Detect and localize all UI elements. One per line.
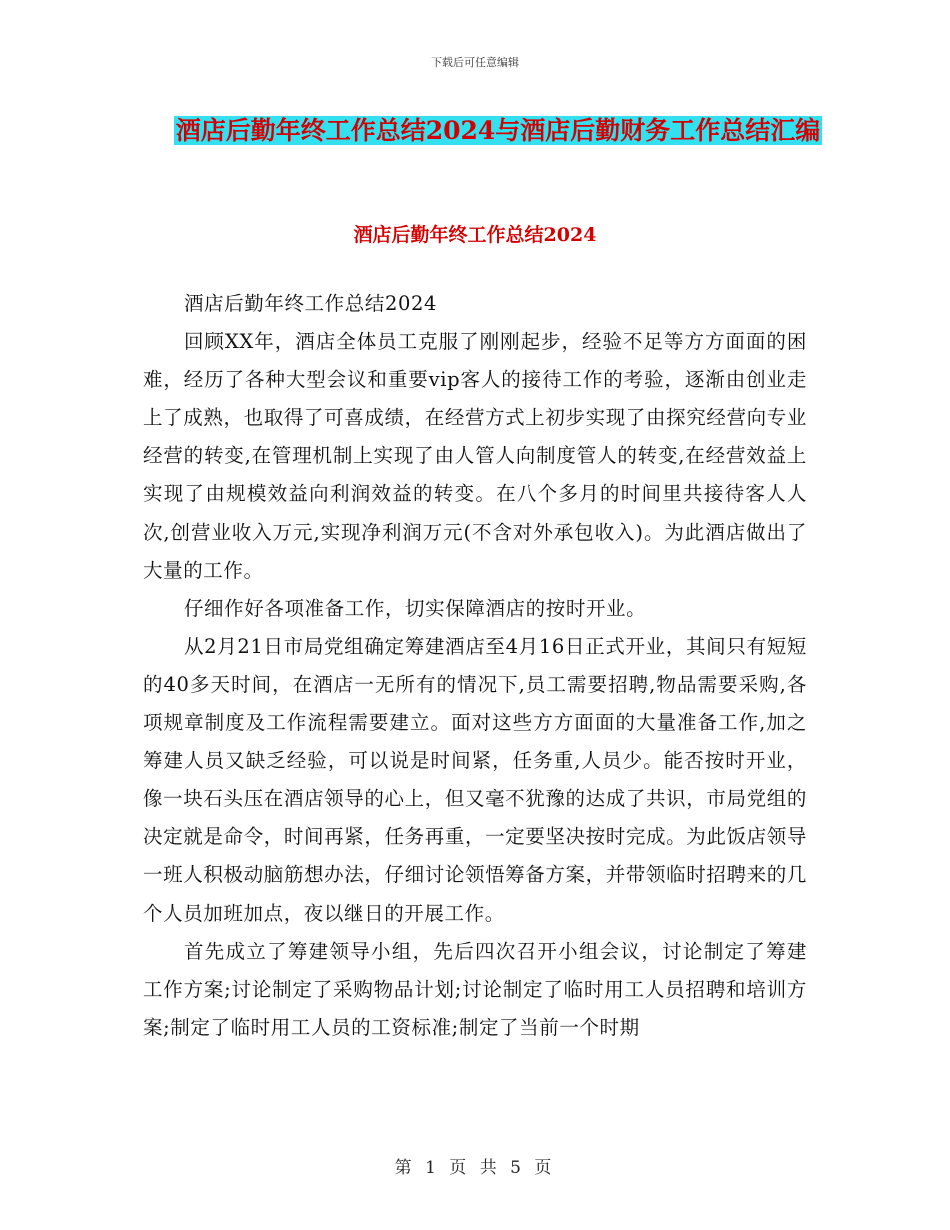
paragraph: 酒店后勤年终工作总结2024 (183, 292, 437, 315)
paragraph: 从2月21日市局党组确定筹建酒店至4月16日正式开业，其间只有短短的40多天时间，在酒店一无所有的情况下,员工需要招聘,物品需要采购,各项规章制度及工作流程需要建立。面对这些方方面面的大量准备工作,加之筹建人员又缺乏经验，可以说是时间紧，任务重,人员少。能否按时开业，像一块石头压在酒店领导的心上，但又毫不犹豫的达成了共识，市局党组的决定就是命令，时间再紧，任务再重，一定要坚决按时完成。为此饭店领导一班人积极动脑筋想办法，仔细讨论领悟筹备方案，并带领临时招聘来的几个人员加班加点，夜以继日的开展工作。 (143, 634, 807, 925)
paragraph: 回顾XX年，酒店全体员工克服了刚刚起步，经验不足等方方面面的困难，经历了各种大型会议和重要vip客人的接待工作的考验，逐渐由创业走上了成熟，也取得了可喜成绩，在经营方式上初步实现了由探究经营向专业经营的转变,在管理机制上实现了由人管人向制度管人的转变,在经营效益上实现了由规模效益向利润效益的转变。在八个多月的时间里共接待客人人次,创营业收入万元,实现净利润万元(不含对外承包收入)。为此酒店做出了大量的工作。 (143, 330, 807, 582)
paragraph: 仔细作好各项准备工作，切实保障酒店的按时开业。 (183, 596, 647, 620)
section-title: 酒店后勤年终工作总结2024 (353, 224, 597, 246)
paragraph: 首先成立了筹建领导小组，先后四次召开小组会议，讨论制定了筹建工作方案;讨论制定了采购物品计划;讨论制定了临时用工人员招聘和培训方案;制定了临时用工人员的工资标准;制定了当前一个时期 (143, 939, 807, 1039)
body-text (143, 285, 807, 1047)
page-footer: 第 1 页 共 5 页 (394, 1158, 556, 1178)
document-title (140, 108, 856, 154)
header-note: 下载后可任意编辑 (431, 56, 519, 69)
document-title-text: 酒店后勤年终工作总结2024与酒店后勤财务工作总结汇编 (175, 116, 821, 145)
